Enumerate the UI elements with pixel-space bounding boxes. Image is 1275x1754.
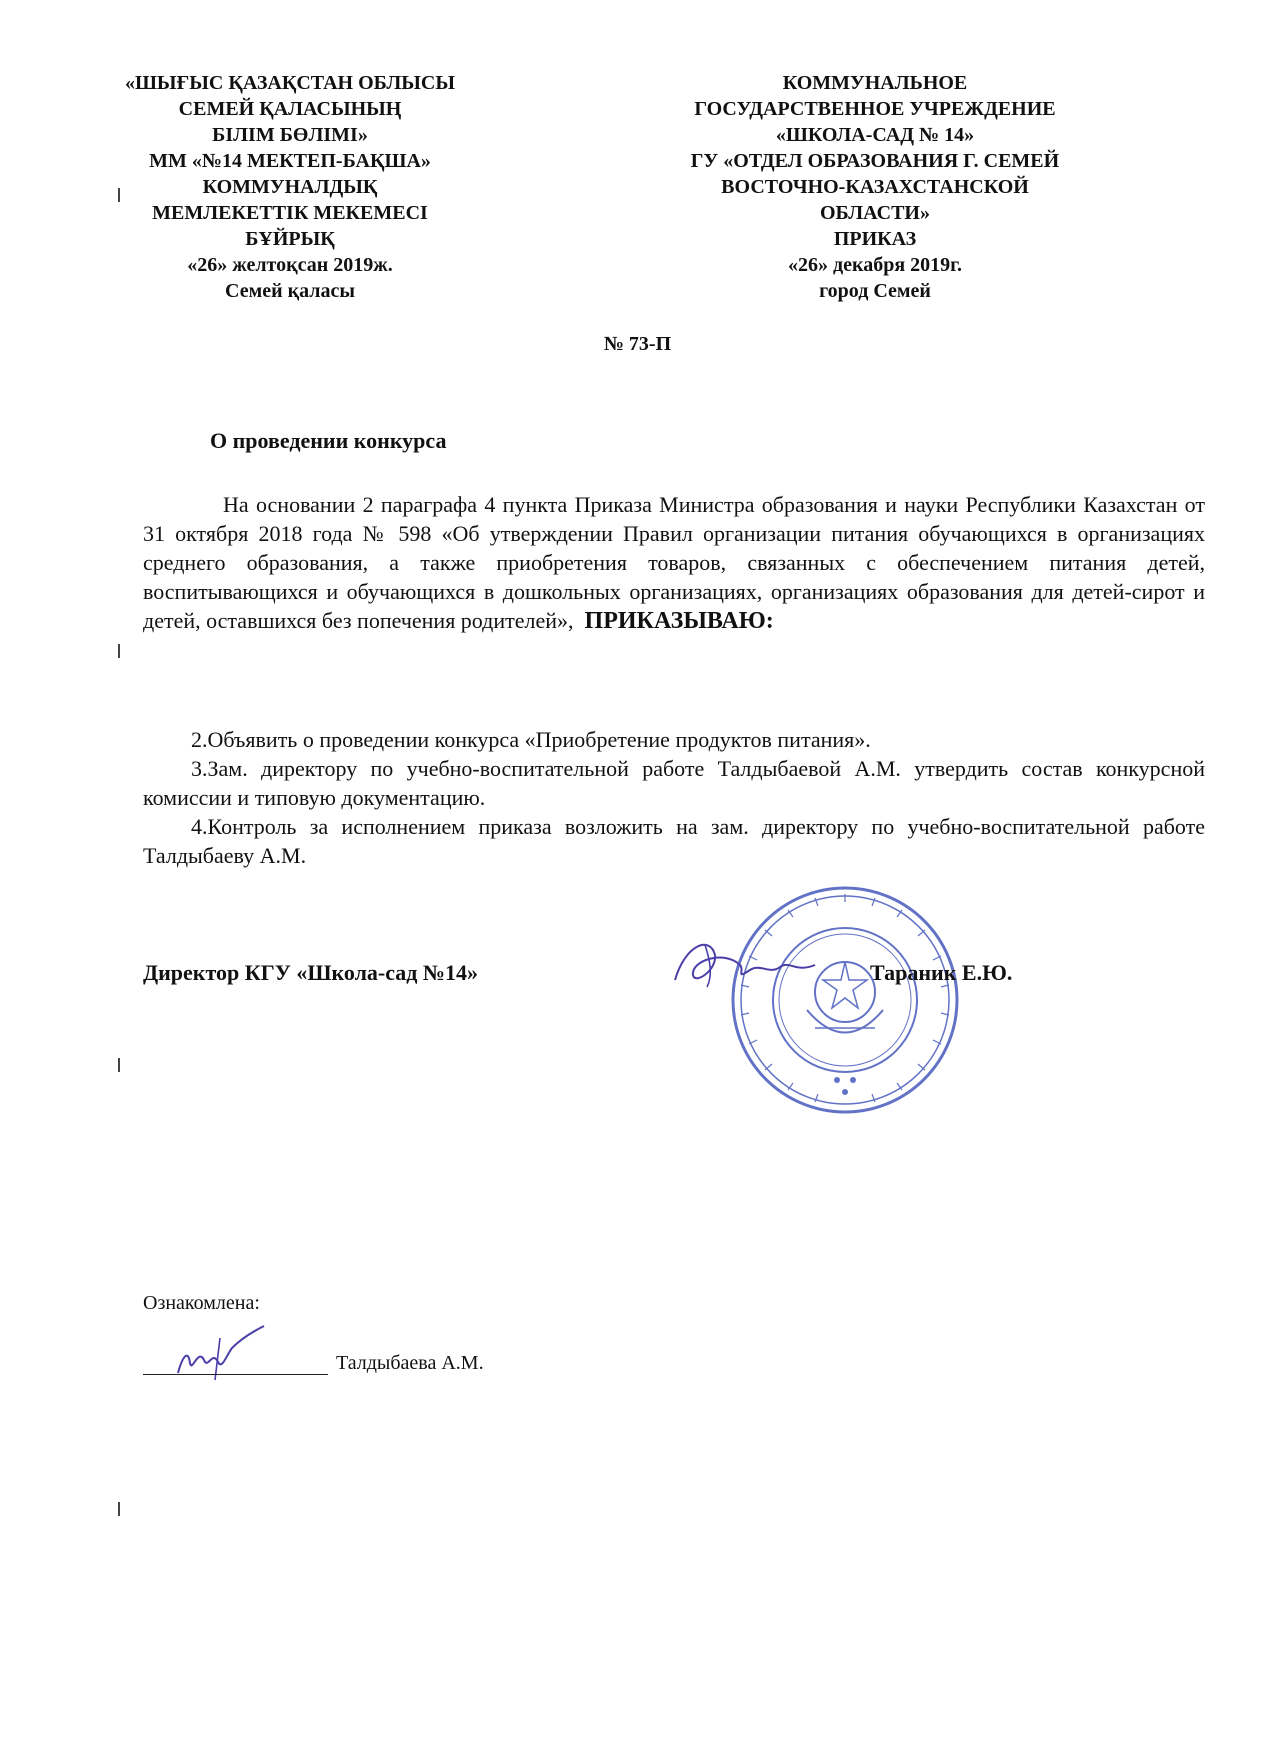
director-signature xyxy=(665,925,825,1005)
header-kazakh-line: СЕМЕЙ ҚАЛАСЫНЫҢ xyxy=(178,98,402,120)
order-number: № 73-П xyxy=(603,333,672,355)
scan-speck xyxy=(118,1502,120,1516)
order-item: 3.Зам. директору по учебно-воспитательной работе Талдыбаевой А.М. утвердить состав конкурсной комиссии и типовую документацию. xyxy=(143,756,1205,810)
header-kazakh xyxy=(75,70,505,304)
header-russian-line: ПРИКАЗ xyxy=(833,228,917,250)
order-item: 2.Объявить о проведении конкурса «Приобретение продуктов питания». xyxy=(191,727,871,752)
director-name: Тараник Е.Ю. xyxy=(870,960,1013,985)
signature-underline xyxy=(143,1352,328,1375)
acknowledgement-line xyxy=(143,1352,484,1375)
header-kazakh-line: БІЛІМ БӨЛІМІ» xyxy=(212,124,368,146)
header-russian-date: «26» декабря 2019г. xyxy=(788,254,962,276)
header-russian-line: ВОСТОЧНО-КАЗАХСТАНСКОЙ xyxy=(721,176,1029,198)
scan-speck xyxy=(118,188,120,202)
header-russian xyxy=(600,70,1150,304)
header-kazakh-city: Семей қаласы xyxy=(225,280,355,302)
acknowledgement-label: Ознакомлена: xyxy=(143,1292,260,1314)
intro-text: На основании 2 параграфа 4 пункта Приказа Министра образования и науки Республики Казахстан от 31 октября 2018 года № 598 «Об утверждении Правил организации питания обучающихся в организациях среднего образования, а также приобретения товаров, связанных с обеспечением питания детей, воспитывающихся и обучающихся в дошкольных организациях, организациях образования для детей-сирот и детей, оставшихся без попечения родителей», xyxy=(143,492,1205,633)
order-items xyxy=(143,725,1205,870)
header-russian-line: ОБЛАСТИ» xyxy=(820,202,930,224)
header-kazakh-date: «26» желтоқсан 2019ж. xyxy=(187,254,393,276)
acknowledgement-name: Талдыбаева А.М. xyxy=(336,1352,484,1374)
header-kazakh-line: БҰЙРЫҚ xyxy=(245,228,335,250)
scan-speck xyxy=(118,1058,120,1072)
header-russian-line: КОММУНАЛЬНОЕ xyxy=(782,72,968,94)
header-kazakh-line: КОММУНАЛДЫҚ xyxy=(202,176,378,198)
director-title: Директор КГУ «Школа-сад №14» xyxy=(143,960,479,985)
intro-emphasis: ПРИКАЗЫВАЮ: xyxy=(584,608,774,634)
header-kazakh-line: «ШЫҒЫС ҚАЗАҚСТАН ОБЛЫСЫ xyxy=(124,72,456,94)
header-russian-city: город Семей xyxy=(819,280,931,302)
order-subject: О проведении конкурса xyxy=(210,428,447,453)
header-russian-line: ГОСУДАРСТВЕННОЕ УЧРЕЖДЕНИЕ xyxy=(694,98,1056,120)
header-kazakh-line: МЕМЛЕКЕТТІК МЕКЕМЕСІ xyxy=(152,202,428,224)
header-russian-line: «ШКОЛА-САД № 14» xyxy=(775,124,975,146)
intro-paragraph xyxy=(143,490,1205,636)
order-item: 4.Контроль за исполнением приказа возложить на зам. директору по учебно-воспитательной работе Талдыбаеву А.М. xyxy=(143,814,1205,868)
header-russian-line: ГУ «ОТДЕЛ ОБРАЗОВАНИЯ Г. СЕМЕЙ xyxy=(690,150,1060,172)
scan-speck xyxy=(118,644,120,658)
header-kazakh-line: ММ «№14 МЕКТЕП-БАҚША» xyxy=(149,150,431,172)
